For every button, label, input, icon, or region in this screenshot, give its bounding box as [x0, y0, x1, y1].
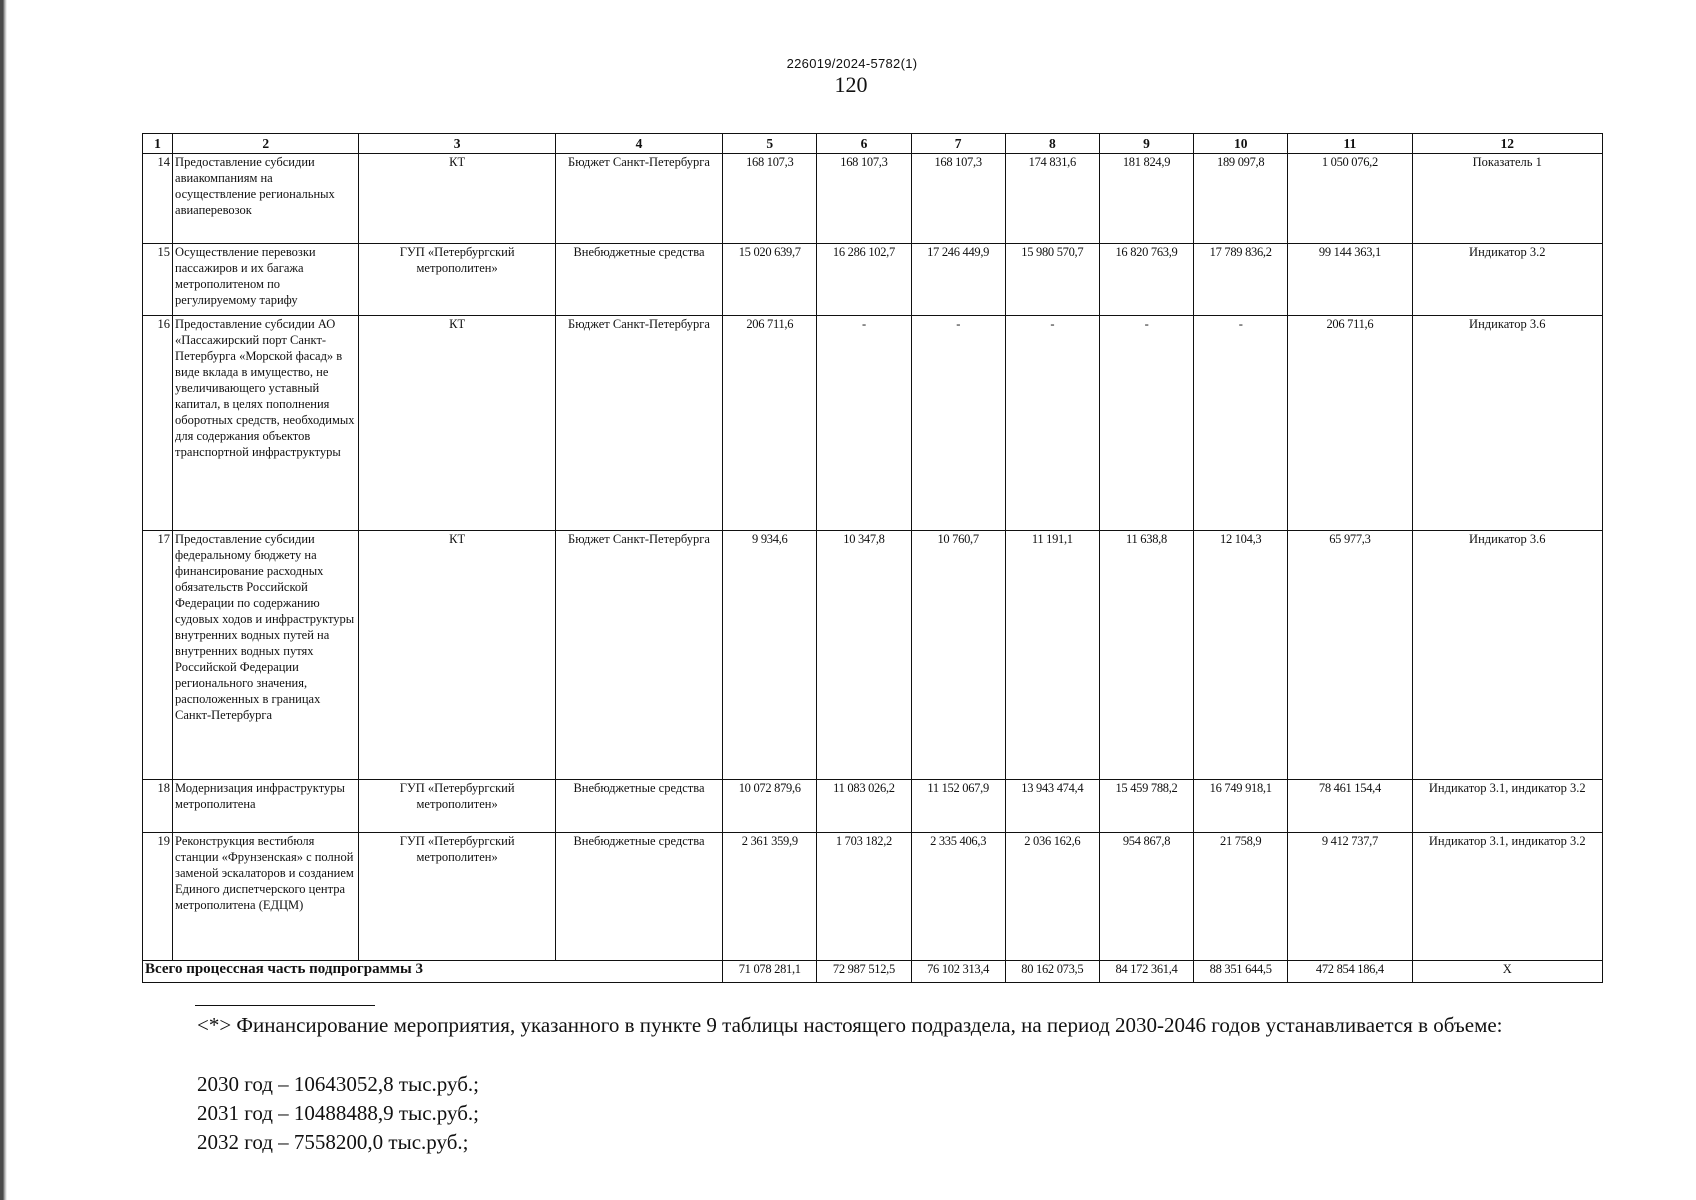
footnote-line: 2030 год – 10643052,8 тыс.руб.;: [197, 1072, 479, 1096]
amount-cell: 21 758,9: [1194, 833, 1288, 961]
row-number: 15: [143, 244, 173, 316]
executor: ГУП «Петербургский метрополитен»: [359, 780, 555, 833]
amount-cell: 12 104,3: [1194, 531, 1288, 780]
amount-cell: 15 020 639,7: [723, 244, 817, 316]
table-row: [143, 780, 1603, 833]
funding-source: Внебюджетные средства: [555, 780, 722, 833]
header-cell: 7: [911, 134, 1005, 154]
amount-cell: 1 050 076,2: [1288, 154, 1412, 244]
amount-cell: 17 246 449,9: [911, 244, 1005, 316]
amount-cell: -: [911, 316, 1005, 531]
table-row: [143, 154, 1603, 244]
footnote-separator: [195, 1005, 375, 1006]
activity-name: Предоставление субсидии федеральному бюджету на финансирование расходных обязательств Российской Федерации по содержанию судовых ходов и инфраструктуры внутренних водных путей на внутренних водных путях Российской Федерации регионального значения, расположенных в границах Санкт-Петербурга: [173, 531, 359, 780]
amount-cell: 10 072 879,6: [723, 780, 817, 833]
executor: КТ: [359, 316, 555, 531]
total-amount-cell: 71 078 281,1: [723, 961, 817, 983]
executor: КТ: [359, 154, 555, 244]
amount-cell: 13 943 474,4: [1005, 780, 1099, 833]
amount-cell: 16 286 102,7: [817, 244, 911, 316]
activity-name: Осуществление перевозки пассажиров и их багажа метрополитеном по регулируемому тарифу: [173, 244, 359, 316]
page-number: 120: [834, 72, 868, 97]
indicator: Индикатор 3.1, индикатор 3.2: [1412, 780, 1602, 833]
amount-cell: 99 144 363,1: [1288, 244, 1412, 316]
amount-cell: 9 934,6: [723, 531, 817, 780]
amount-cell: 17 789 836,2: [1194, 244, 1288, 316]
footnote-line: 2032 год – 7558200,0 тыс.руб.;: [197, 1130, 469, 1154]
table-row: [143, 316, 1603, 531]
amount-cell: 168 107,3: [723, 154, 817, 244]
header-cell: 8: [1005, 134, 1099, 154]
funding-source: Бюджет Санкт-Петербурга: [555, 154, 722, 244]
funding-source: Внебюджетные средства: [555, 244, 722, 316]
amount-cell: 10 760,7: [911, 531, 1005, 780]
header-cell: 6: [817, 134, 911, 154]
row-number: 16: [143, 316, 173, 531]
amount-cell: 2 036 162,6: [1005, 833, 1099, 961]
executor: ГУП «Петербургский метрополитен»: [359, 244, 555, 316]
amount-cell: 11 152 067,9: [911, 780, 1005, 833]
row-number: 14: [143, 154, 173, 244]
amount-cell: -: [1194, 316, 1288, 531]
amount-cell: 15 980 570,7: [1005, 244, 1099, 316]
amount-cell: 11 638,8: [1099, 531, 1193, 780]
total-indicator: Х: [1412, 961, 1602, 983]
indicator: Индикатор 3.1, индикатор 3.2: [1412, 833, 1602, 961]
amount-cell: 11 191,1: [1005, 531, 1099, 780]
table-row: [143, 244, 1603, 316]
amount-cell: 954 867,8: [1099, 833, 1193, 961]
funding-source: Бюджет Санкт-Петербурга: [555, 531, 722, 780]
financing-table: [142, 133, 1603, 983]
funding-source: Бюджет Санкт-Петербурга: [555, 316, 722, 531]
amount-cell: 168 107,3: [817, 154, 911, 244]
footnote-line: 2031 год – 10488488,9 тыс.руб.;: [197, 1101, 479, 1125]
amount-cell: 78 461 154,4: [1288, 780, 1412, 833]
header-cell: 2: [173, 134, 359, 154]
table-body: [143, 134, 1603, 983]
table-row: [143, 833, 1603, 961]
total-amount-cell: 88 351 644,5: [1194, 961, 1288, 983]
amount-cell: 9 412 737,7: [1288, 833, 1412, 961]
total-row: [143, 961, 1603, 983]
row-number: 19: [143, 833, 173, 961]
header-cell: 1: [143, 134, 173, 154]
funding-source: Внебюджетные средства: [555, 833, 722, 961]
total-amount-cell: 84 172 361,4: [1099, 961, 1193, 983]
total-amount-cell: 472 854 186,4: [1288, 961, 1412, 983]
indicator: Индикатор 3.2: [1412, 244, 1602, 316]
amount-cell: 206 711,6: [723, 316, 817, 531]
total-amount-cell: 76 102 313,4: [911, 961, 1005, 983]
row-number: 18: [143, 780, 173, 833]
activity-name: Модернизация инфраструктуры метрополитена: [173, 780, 359, 833]
header-cell: 12: [1412, 134, 1602, 154]
amount-cell: 15 459 788,2: [1099, 780, 1193, 833]
scan-edge: [0, 0, 7, 1200]
executor: ГУП «Петербургский метрополитен»: [359, 833, 555, 961]
indicator: Индикатор 3.6: [1412, 531, 1602, 780]
amount-cell: -: [817, 316, 911, 531]
total-amount-cell: 72 987 512,5: [817, 961, 911, 983]
amount-cell: 189 097,8: [1194, 154, 1288, 244]
amount-cell: 2 335 406,3: [911, 833, 1005, 961]
amount-cell: 16 820 763,9: [1099, 244, 1193, 316]
amount-cell: 2 361 359,9: [723, 833, 817, 961]
amount-cell: 206 711,6: [1288, 316, 1412, 531]
amount-cell: -: [1099, 316, 1193, 531]
header-cell: 4: [555, 134, 722, 154]
activity-name: Предоставление субсидии авиакомпаниям на осуществление региональных авиаперевозок: [173, 154, 359, 244]
header-cell: 10: [1194, 134, 1288, 154]
header-cell: 5: [723, 134, 817, 154]
amount-cell: 168 107,3: [911, 154, 1005, 244]
document-id: 226019/2024-5782(1): [786, 56, 918, 71]
indicator: Индикатор 3.6: [1412, 316, 1602, 531]
activity-name: Реконструкция вестибюля станции «Фрунзенская» с полной заменой эскалаторов и созданием Единого диспетчерского центра метрополитена (ЕДЦМ): [173, 833, 359, 961]
amount-cell: 65 977,3: [1288, 531, 1412, 780]
header-cell: 9: [1099, 134, 1193, 154]
footnote-text: <*> Финансирование мероприятия, указанного в пункте 9 таблицы настоящего подраздела, на период 2030-2046 годов устанавливается в объеме:: [197, 1013, 1503, 1037]
amount-cell: 174 831,6: [1005, 154, 1099, 244]
table-row: [143, 531, 1603, 780]
row-number: 17: [143, 531, 173, 780]
amount-cell: 1 703 182,2: [817, 833, 911, 961]
total-amount-cell: 80 162 073,5: [1005, 961, 1099, 983]
total-label: Всего процессная часть подпрограммы 3: [143, 961, 723, 983]
amount-cell: 16 749 918,1: [1194, 780, 1288, 833]
amount-cell: -: [1005, 316, 1099, 531]
indicator: Показатель 1: [1412, 154, 1602, 244]
amount-cell: 181 824,9: [1099, 154, 1193, 244]
activity-name: Предоставление субсидии АО «Пассажирский порт Санкт-Петербурга «Морской фасад» в виде вклада в имущество, не увеличивающего уставный капитал, в целях пополнения оборотных средств, необходимых для содержания объектов транспортной инфраструктуры: [173, 316, 359, 531]
amount-cell: 10 347,8: [817, 531, 911, 780]
header-cell: 11: [1288, 134, 1412, 154]
amount-cell: 11 083 026,2: [817, 780, 911, 833]
header-cell: 3: [359, 134, 555, 154]
executor: КТ: [359, 531, 555, 780]
header-row: [143, 134, 1603, 154]
